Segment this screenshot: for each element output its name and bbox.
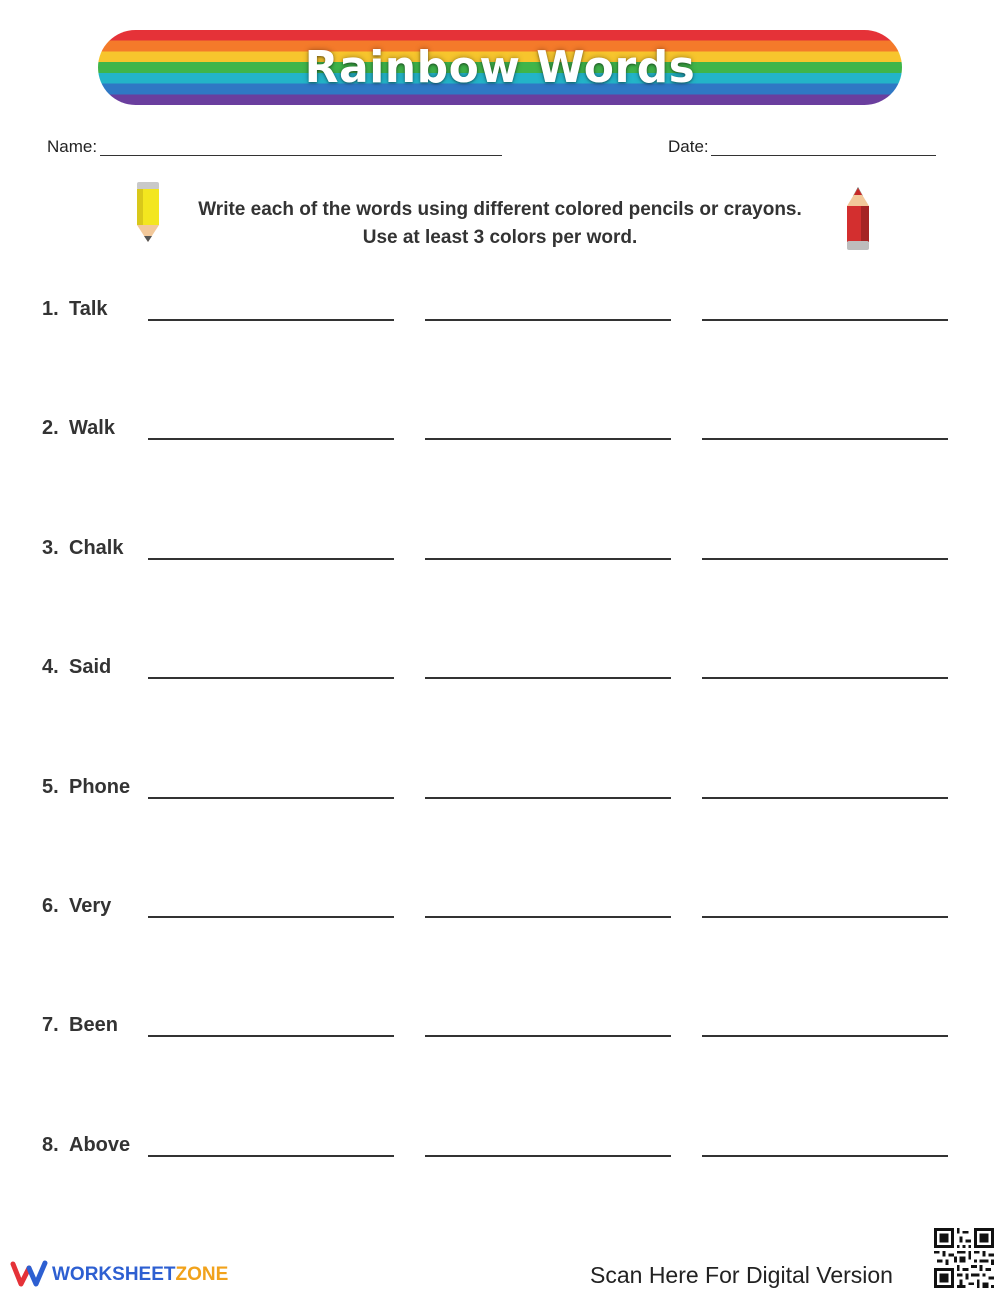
word-label [42,895,111,918]
word-text: Walk [69,417,115,439]
qr-code-icon[interactable] [934,1228,994,1288]
word-label [42,1134,130,1157]
instruction-line-2: Use at least 3 colors per word. [362,227,638,248]
brand-part-1: WORKSHEET [52,1264,176,1285]
date-field[interactable] [711,155,936,156]
writing-line-2[interactable] [425,797,671,799]
writing-line-1[interactable] [148,558,394,560]
word-text: Phone [69,776,131,798]
writing-line-3[interactable] [702,558,948,560]
writing-line-3[interactable] [702,677,948,679]
writing-line-2[interactable] [425,558,671,560]
word-number: 4. [42,656,59,678]
rainbow-banner [98,30,902,105]
word-label [42,776,130,799]
writing-line-3[interactable] [702,1035,948,1037]
writing-line-3[interactable] [702,797,948,799]
word-number: 8. [42,1134,59,1156]
writing-line-3[interactable] [702,319,948,321]
writing-line-2[interactable] [425,1155,671,1157]
worksheetzone-logo-icon [10,1260,48,1288]
writing-line-3[interactable] [702,1155,948,1157]
word-label [42,417,115,440]
word-text: Above [69,1134,131,1156]
instructions [150,196,850,252]
word-number: 6. [42,895,59,917]
word-text: Been [69,1014,118,1036]
word-text: Chalk [69,537,124,559]
word-text: Talk [69,298,108,320]
writing-line-2[interactable] [425,916,671,918]
writing-line-3[interactable] [702,916,948,918]
instruction-line-1: Write each of the words using different colored pencils or crayons. [198,199,802,220]
writing-line-1[interactable] [148,677,394,679]
scan-instruction: Scan Here For Digital Version [590,1262,893,1288]
writing-line-1[interactable] [148,1155,394,1157]
writing-line-1[interactable] [148,797,394,799]
writing-line-2[interactable] [425,319,671,321]
word-label [42,1014,118,1037]
word-label [42,656,111,679]
word-label [42,298,108,321]
word-number: 3. [42,537,59,559]
red-pencil-icon [845,186,871,252]
brand-name [52,1264,228,1286]
date-label: Date: [668,137,709,156]
writing-line-1[interactable] [148,438,394,440]
word-number: 5. [42,776,59,798]
writing-line-1[interactable] [148,916,394,918]
word-number: 7. [42,1014,59,1036]
page-title: Rainbow Words [304,42,696,93]
writing-line-3[interactable] [702,438,948,440]
word-number: 1. [42,298,59,320]
writing-line-1[interactable] [148,319,394,321]
writing-line-2[interactable] [425,1035,671,1037]
writing-line-1[interactable] [148,1035,394,1037]
word-text: Very [69,895,112,917]
writing-line-2[interactable] [425,677,671,679]
word-label [42,537,123,560]
word-text: Said [69,656,112,678]
word-number: 2. [42,417,59,439]
brand-part-2: ZONE [175,1264,229,1285]
writing-line-2[interactable] [425,438,671,440]
name-label: Name: [47,137,98,156]
name-field[interactable] [100,155,502,156]
